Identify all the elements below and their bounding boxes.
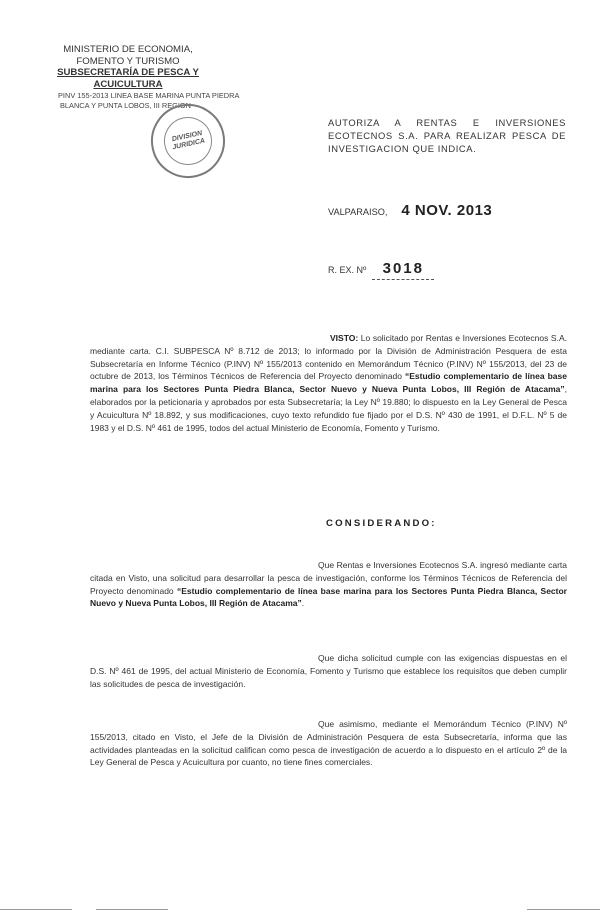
- visto-project-title: “Estudio complementario de línea base marina para los Sectores Punta Piedra Blanca, Sector Nuevo y Nueva Punta Lobos, III Región de Atacama”: [90, 371, 567, 395]
- considerando-paragraph-1: [90, 559, 567, 610]
- ministry-line-1: MINISTERIO DE ECONOMIA,: [63, 44, 193, 55]
- subsecretaria-name: SUBSECRETARÍA DE PESCA Y ACUICULTURA: [57, 67, 199, 90]
- place-date: [328, 202, 492, 219]
- ministry-line-2: FOMENTO Y TURISMO: [76, 55, 180, 67]
- considerando-1-text: Que Rentas e Inversiones Ecotecnos S.A. ingresó mediante carta citada en Visto, una solicitud para desarrollar la pesca de investigación, conforme los Términos Técnicos de Referencia del Proyecto denominado: [90, 560, 567, 596]
- footer-rule-middle: [96, 909, 168, 910]
- considerando-paragraph-2: Que dicha solicitud cumple con las exigencias dispuestas en el D.S. Nº 461 de 1995, del actual Ministerio de Economía, Fomento y Turismo que establece los requisitos que deben cumplir las solicitudes de pesca de investigación.: [90, 653, 567, 689]
- file-reference-line-2: BLANCA Y PUNTA LOBOS, III REGION: [60, 100, 192, 110]
- rex-underline: [372, 279, 434, 280]
- rex-number: 3018: [382, 260, 424, 277]
- footer-rule-right: [527, 909, 600, 910]
- considerando-paragraph-3: Que asimismo, mediante el Memorándum Técnico (P.INV) Nº 155/2013, citado en Visto, el Jefe de la División de Administración Pesquera de esta Subsecretaría, informa que las actividades planteadas en la solicitud califican como pesca de investigación de acuerdo a lo dispuesto en el artículo 2º de la Ley General de Pesca y Acuicultura por cuanto, no tiene fines comerciales.: [90, 719, 567, 768]
- visto-paragraph: [90, 332, 567, 434]
- rex-label: R. EX. Nº: [328, 265, 367, 275]
- file-reference-line-1: PINV 155-2013 LINEA BASE MARINA PUNTA PIEDRA: [58, 91, 240, 100]
- place: VALPARAISO,: [328, 207, 388, 217]
- visto-text-2: , elaborados por la peticionaria y aprobados por esta Subsecretaría; la Ley Nº 19.880; lo dispuesto en la Ley General de Pesca y Acuicultura Nº 18.892, y sus modificaciones, cuyo texto refundido fue fijado por el D.S. Nº 430 de 1991, el D.F.L. Nº 5 de 1983 y el D.S. Nº 461 de 1995, todos del actual Ministerio de Economía, Fomento y Turismo.: [90, 384, 567, 433]
- rex-number-field: [372, 260, 434, 278]
- resolution-number-line: [328, 260, 434, 278]
- stamp-text: DIVISION JURIDICA: [160, 113, 217, 170]
- considerando-heading: CONSIDERANDO:: [326, 518, 437, 529]
- date: 4 NOV. 2013: [401, 202, 493, 219]
- visto-label: VISTO:: [330, 333, 359, 343]
- considerando-1-project-title: “Estudio complementario de línea base marina para los Sectores Punta Piedra Blanca, Sector Nuevo y Nueva Punta Lobos, III Región de Atacama”: [90, 585, 567, 609]
- file-reference: [58, 91, 258, 110]
- footer-rule-left: [0, 909, 72, 910]
- visto-text-1: Lo solicitado por Rentas e Inversiones Ecotecnos S.A. mediante carta. C.I. SUBPESCA Nº 8.712 de 2013; lo informado por la División de Administración Pesquera de esta Subsecretaría en Informe Técnico (P.INV) Nº 155/2013 contenido en Memorándum Técnico (P.INV) Nº 155/2013, del 23 de octubre de 2013, los Términos Técnicos de Referencia del Proyecto denominado: [90, 333, 567, 382]
- resolution-subject: AUTORIZA A RENTAS E INVERSIONES ECOTECNOS S.A. PARA REALIZAR PESCA DE INVESTIGACION QUE INDICA.: [328, 117, 566, 154]
- considerando-1-end: .: [301, 598, 305, 609]
- juridica-stamp: [144, 97, 232, 185]
- letterhead: [38, 44, 218, 90]
